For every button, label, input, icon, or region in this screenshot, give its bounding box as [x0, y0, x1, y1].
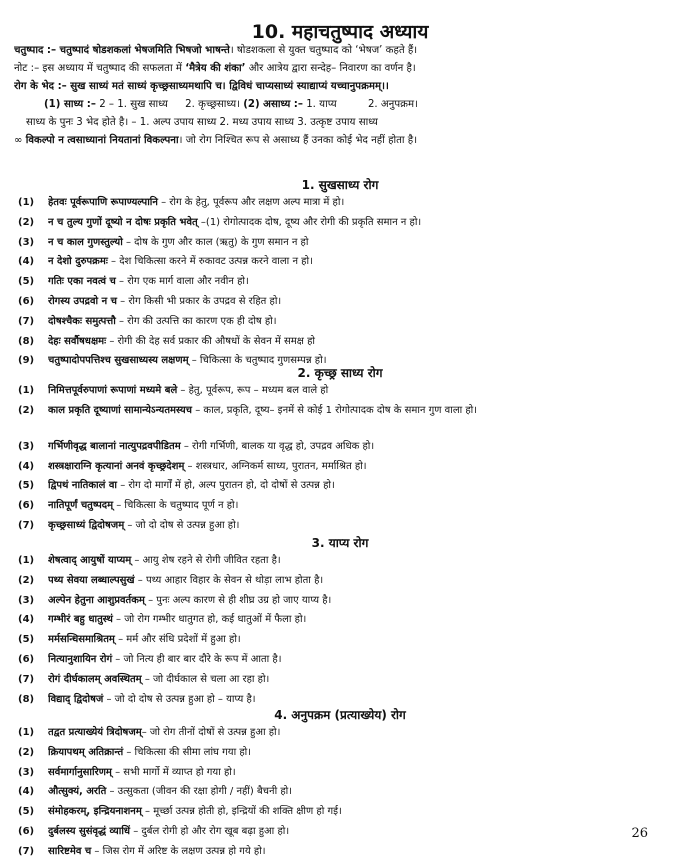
- item-explanation: – रोगी की देह सर्व प्रकार की औषधों के सेवन में समक्ष हो: [106, 335, 315, 347]
- list-item: [18, 313, 666, 333]
- item-number: (6): [18, 295, 35, 307]
- item-number: (4): [18, 460, 35, 472]
- item-verse: हेतवः पूर्वरूपाणि रूपाण्यल्पानि: [48, 197, 158, 208]
- section-list-krichhrasadhya: [18, 382, 666, 537]
- item-number: (4): [18, 614, 35, 626]
- list-item: [18, 611, 666, 631]
- item-verse: न च तुल्य गुणों दूष्यो न दोषः प्रकृति भवेत्: [48, 216, 198, 228]
- item-number: (1): [18, 555, 35, 566]
- item-verse: शस्त्रक्षाराग्नि कृत्यानां अनवं कृच्छ्रदेशम्: [48, 460, 185, 472]
- item-explanation: – आयु शेष रहने से रोगी जीवित रहता है।: [131, 555, 281, 566]
- intro-line-sadhya: [14, 96, 666, 114]
- item-explanation: – रोगी गर्भिणी, बालक या वृद्ध हो, उपद्रव अधिक हो।: [180, 440, 375, 452]
- list-item: [18, 764, 666, 784]
- asadhya-label: (2) असाध्य :–: [243, 99, 303, 110]
- list-item: [18, 458, 666, 478]
- list-item: [18, 438, 666, 458]
- list-item: [18, 572, 666, 592]
- item-verse: रोगस्य उपद्रवो न च: [48, 295, 117, 307]
- item-explanation: –(1) रोगोत्पादक दोष, दूष्य और रोगी की प्रकृति समान न हो।: [197, 216, 422, 228]
- intro-line-sadhya-sub: [14, 114, 666, 132]
- item-number: (3): [18, 236, 35, 248]
- section-title-krichhrasadhya: 2. कृच्छ्र साध्य रोग: [297, 366, 383, 380]
- sadhya-subtypes: साध्य के पुनः 3 भेद होते है। – 1. अल्प उपाय साध्य 2. मध्य उपाय साध्य 3. उत्कृष्ट उपाय साध्य: [26, 117, 378, 128]
- item-explanation: – जो रोग तीनों दोषों से उत्पन्न हुआ हो।: [141, 727, 281, 738]
- item-explanation: – रोग किसी भी प्रकार के उपद्रव से रहित हो।: [116, 295, 282, 307]
- item-number: (7): [18, 673, 35, 685]
- item-verse: तद्वत प्रत्याख्येयं त्रिदोषजम्: [48, 727, 142, 738]
- item-verse: विद्याद् द्विदोषजं: [48, 693, 104, 705]
- item-verse: कृच्छ्रसाध्यं द्विदोषजम्: [48, 519, 125, 531]
- item-number: (2): [18, 404, 35, 416]
- list-item: [18, 651, 666, 671]
- intro-line-chatushpad: [14, 42, 666, 60]
- section-title-sukhasadhya: 1. सुखसाध्य रोग: [301, 178, 379, 192]
- item-verse: चतुष्पादोपपत्तिश्च सुखसाध्यस्य लक्षणम्: [48, 355, 189, 367]
- item-number: (2): [18, 216, 35, 228]
- item-number: (3): [18, 766, 35, 778]
- list-item: [18, 552, 666, 572]
- item-explanation: – जो नित्य ही बार बार दौरे के रूप में आता है।: [112, 653, 282, 665]
- item-verse: दुर्बलस्य सुसंवृद्धं व्याधिं: [48, 825, 131, 837]
- list-item: [18, 194, 666, 214]
- item-explanation: – दुर्बल रोगी हो और रोग खूब बढ़ा हुआ हो।: [130, 825, 290, 837]
- item-number: (6): [18, 825, 35, 837]
- item-explanation: – मर्म और संधि प्रदेशों में हुआ हो।: [114, 634, 241, 646]
- list-item: [18, 293, 666, 313]
- item-verse: न देशो दुरुपक्रमः: [48, 256, 108, 268]
- intro-line-note: [14, 60, 666, 78]
- item-verse: दोषश्चैकः समुत्पत्तौ: [48, 315, 116, 327]
- item-verse: निमित्तपूर्वरुपाणां रूपाणां मध्यमे बले: [48, 385, 178, 396]
- item-explanation: – हेतु, पूर्वरूप, रूप – मध्यम बल वाले हो: [177, 385, 329, 396]
- item-number: (7): [18, 845, 35, 857]
- item-explanation: – रोग दो मार्गों में हो, अल्प पुरातन हो, दो दोषों से उत्पन्न हो।: [117, 480, 335, 492]
- item-verse: पथ्य सेवया लब्धाल्पसुखं: [48, 574, 135, 586]
- item-verse: गर्भिणीवृद्ध बालानां नात्युपद्रवपीडितम: [48, 440, 181, 452]
- vikalpa-verse: विकल्पो न त्वसाध्यानां नियतानां विकल्पना: [25, 135, 179, 146]
- item-explanation: – काल, प्रकृति, दूष्य– इनमें से कोई 1 रोगोत्पादक दोष के समान गुण वाला हो।: [192, 404, 478, 416]
- item-explanation: – सभी मार्गो में व्याप्त हो गया हो।: [111, 766, 236, 778]
- item-explanation: – जो दीर्घकाल से चला आ रहा हो।: [141, 673, 270, 685]
- item-number: (2): [18, 746, 35, 758]
- list-item: [18, 803, 666, 823]
- note-highlight: ‘मैत्रेय की शंका’: [185, 63, 246, 74]
- item-verse: काल प्रकृति दूष्याणां सामान्येऽन्यतमस्यच: [48, 404, 193, 416]
- chapter-title: 10. महाचतुष्पाद अध्याय: [251, 21, 429, 43]
- list-item: [18, 273, 666, 293]
- item-explanation: – पुनः अल्प कारण से ही शीघ्र उग्र हो जाए याप्य है।: [144, 594, 332, 606]
- item-verse: संमोहकरम्, इन्द्रियनाशनम्: [48, 806, 142, 818]
- item-explanation: – जो दो दोष से उत्पन्न हुआ हो – याप्य है।: [103, 693, 256, 705]
- list-item: [18, 497, 666, 517]
- item-verse: देहः सर्वौषधक्षमः: [48, 335, 107, 347]
- item-number: (3): [18, 440, 35, 452]
- note-text-b: और आत्रेय द्वारा सन्देह– निवारण का वर्णन है।: [248, 63, 416, 74]
- item-number: (9): [18, 355, 35, 367]
- item-number: (4): [18, 256, 35, 268]
- item-number: (5): [18, 276, 35, 288]
- section-title-anupakram: 4. अनुपक्रम (प्रत्याख्येय) रोग: [274, 708, 406, 722]
- item-number: (5): [18, 634, 35, 646]
- item-verse: नित्यानुशायिन रोगं: [48, 653, 113, 665]
- list-item: [18, 214, 666, 234]
- sadhya-type-1: 2 – 1. सुख साध्य: [99, 99, 168, 110]
- rog-bhed-verse: रोग के भेद :– सुख साध्यं मतं साध्यं कृच्छ्रसाध्यमथापि च। द्विविधं चाप्यसाध्यं स्याद्याप्यं यच्चानुपक्रमम्।।: [14, 81, 389, 92]
- list-item: [18, 253, 666, 273]
- item-number: (3): [18, 594, 35, 606]
- chatushpad-explanation: । षोडशकला से युक्त चतुष्पाद को ‘भेषज’ कहते हैं।: [229, 45, 418, 56]
- item-explanation: – रोग की उत्पत्ति का कारण एक ही दोष हो।: [115, 315, 277, 327]
- list-item: [18, 724, 666, 744]
- item-verse: शेषत्वाद् आयुषों याप्यम्: [48, 555, 132, 566]
- item-explanation: – जो दो दोष से उत्पन्न हुआ हो।: [124, 519, 240, 531]
- item-explanation: – चिकित्सा के चतुष्पाद पूर्ण न हो।: [113, 500, 239, 512]
- item-explanation: – देश चिकित्सा करने में रुकावट उत्पन्न करने वाला न हो।: [107, 256, 313, 268]
- item-explanation: – रोग एक मार्ग वाला और नवीन हो।: [115, 276, 249, 288]
- item-number: (6): [18, 500, 35, 512]
- section-list-yapya: [18, 552, 666, 710]
- item-number: (8): [18, 693, 35, 705]
- item-number: (2): [18, 574, 35, 586]
- section-title-yapya: 3. याप्य रोग: [311, 536, 369, 550]
- item-verse: सारिष्टमेव च: [48, 845, 92, 857]
- item-explanation: – शस्त्रधार, अग्निकर्म साध्य, पुरातन, मर्माश्रित हो।: [184, 460, 367, 472]
- item-explanation: – मूर्च्छा उत्पन्न होती हो, इन्द्रियों की शक्ति क्षीण हो गई।: [141, 806, 342, 818]
- item-number: (5): [18, 806, 35, 818]
- list-item: [18, 477, 666, 497]
- item-explanation: – पथ्य आहार विहार के सेवन से थोड़ा लाभ होता है।: [134, 574, 324, 586]
- asadhya-type-2: 2. अनुपक्रम।: [367, 99, 418, 110]
- intro-line-vikalpa: [14, 132, 666, 150]
- section-list-sukhasadhya: [18, 194, 666, 372]
- item-verse: गम्भीरं बहु धातुस्थं: [48, 614, 113, 626]
- section-list-anupakram: [18, 724, 666, 863]
- item-number: (4): [18, 786, 35, 798]
- item-verse: अल्पेन हेतुना आशुप्रवर्तकम्: [48, 594, 145, 606]
- page-number: 26: [631, 826, 648, 841]
- intro-block: [14, 42, 666, 150]
- item-number: (5): [18, 480, 35, 492]
- item-verse: औत्सुक्यं, अरति: [48, 786, 107, 798]
- list-item: [18, 234, 666, 254]
- list-item: [18, 631, 666, 651]
- vikalpa-explanation: । जो रोग निश्चित रूप से असाध्य हैं उनका कोई भेद नहीं होता है।: [178, 135, 418, 146]
- item-number: (6): [18, 653, 35, 665]
- list-item: [18, 744, 666, 764]
- item-explanation: – दोष के गुण और काल (ऋतु) के गुण समान न हो: [122, 236, 309, 248]
- item-explanation: – जो रोग गम्भीर धातुगत हो, कई धातुओं में फैला हो।: [112, 614, 307, 626]
- item-explanation: – जिस रोग में अरिष्ट के लक्षण उत्पन्न हो गये हो।: [91, 845, 266, 857]
- sadhya-type-2: 2. कृच्छ्रसाध्य।: [185, 99, 240, 110]
- item-verse: नातिपूर्णं चतुष्पदम्: [48, 500, 114, 512]
- list-item: [18, 592, 666, 612]
- item-number: (7): [18, 519, 35, 531]
- item-verse: मर्मसन्धिसमाश्रितम्: [48, 634, 115, 646]
- note-text-a: नोट :– इस अध्याय में चतुष्पाद की सफलता में: [14, 63, 182, 74]
- list-item: [18, 671, 666, 691]
- item-explanation: – चिकित्सा के चतुष्पाद गुणसम्पन्न हो।: [188, 355, 327, 367]
- item-verse: क्रियापथम् अतिक्रान्तं: [48, 746, 124, 758]
- item-number: (8): [18, 335, 35, 347]
- item-number: (1): [18, 197, 35, 208]
- item-explanation: – रोग के हेतु, पूर्वरूप और लक्षण अल्प मात्रा में हो।: [157, 197, 345, 208]
- list-item: [18, 783, 666, 803]
- item-explanation: – उत्सुकता (जीवन की रक्षा होगी / नहीं) बैचनी हो।: [106, 786, 293, 798]
- intro-line-rog-bhed: [14, 78, 666, 96]
- infinity-symbol: ∞: [14, 135, 23, 146]
- item-verse: सर्वमार्गानुसारिणम्: [48, 766, 112, 778]
- item-number: (7): [18, 315, 35, 327]
- item-number: (1): [18, 385, 35, 396]
- list-item: [18, 382, 666, 402]
- list-item: [18, 333, 666, 353]
- item-verse: रोगं दीर्घकालम् अवस्थितम्: [48, 673, 142, 685]
- list-item: [18, 823, 666, 843]
- asadhya-type-1: 1. याप्य: [306, 99, 337, 110]
- sadhya-label: (1) साध्य :–: [44, 99, 96, 110]
- item-verse: द्विपथं नातिकालं वा: [48, 480, 118, 492]
- list-item: [18, 843, 666, 863]
- item-verse: न च काल गुणस्तुल्यो: [48, 236, 123, 248]
- chatushpad-definition: चतुष्पाद :– चतुष्पादं षोडशकलां भेषजमिति भिषजो भाषन्ते: [14, 45, 230, 56]
- item-explanation: – चिकित्सा की सीमा लांघ गया हो।: [123, 746, 252, 758]
- item-verse: गतिः एका नवत्वं च: [48, 276, 116, 288]
- item-number: (1): [18, 727, 35, 738]
- list-item: [18, 402, 666, 438]
